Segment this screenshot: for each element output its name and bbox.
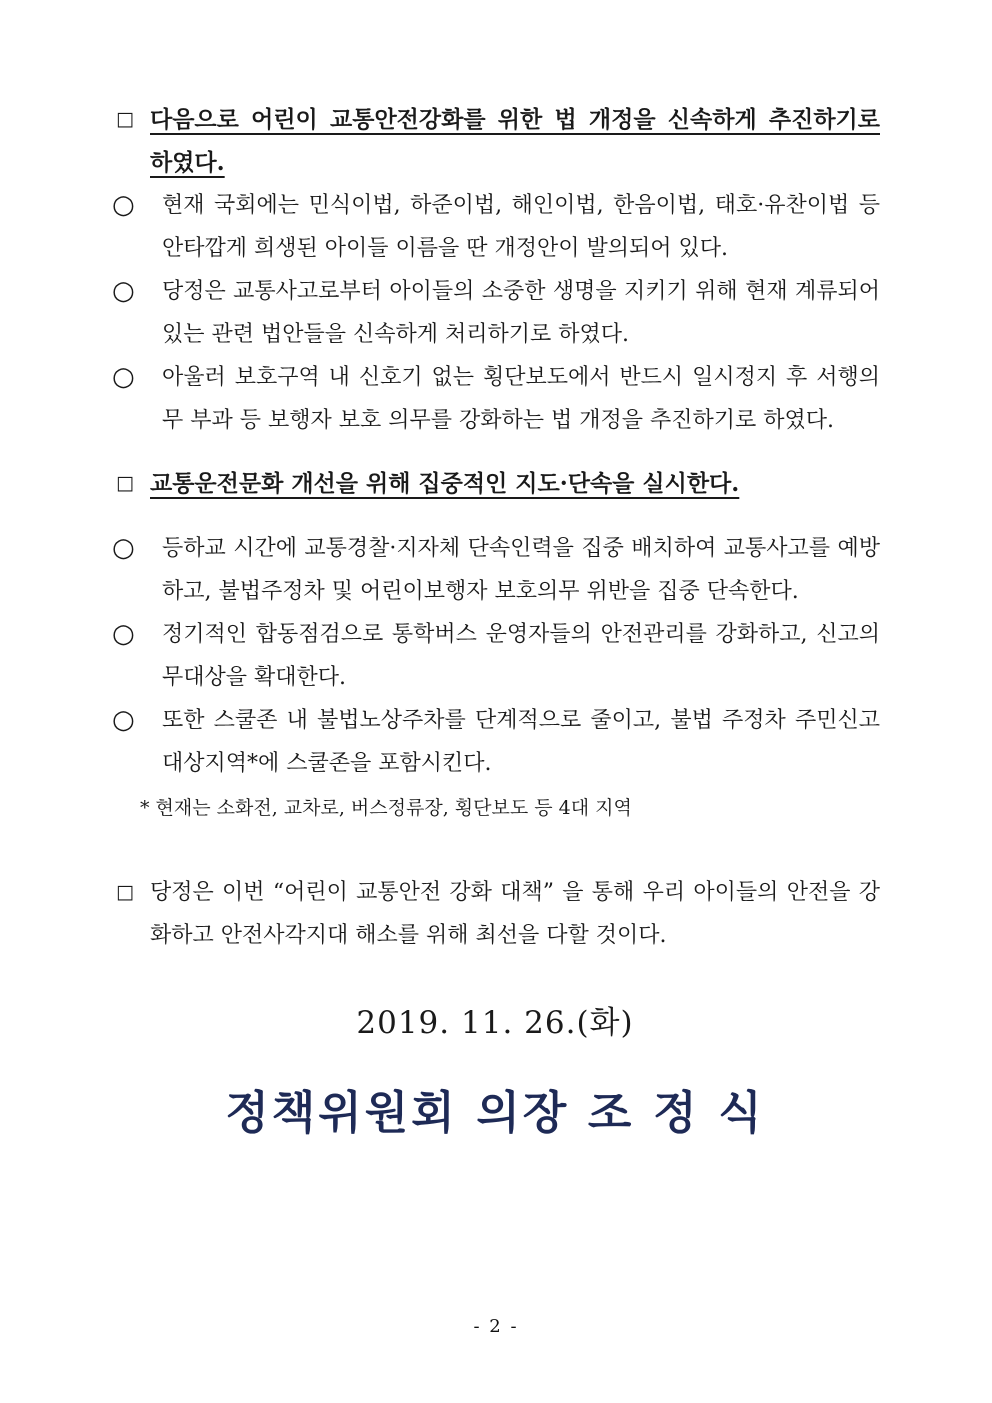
paragraph-text: 현재 국회에는 민식이법, 하준이법, 해인이법, 한음이법, 태호·유찬이법 등 안타깝게 희생된 아이들 이름을 딴 개정안이 발의되어 있다. [162,193,880,261]
paragraph-text: 정기적인 합동점검으로 통학버스 운영자들의 안전관리를 강화하고, 신고의무대상을 확대한다. [162,622,880,690]
section-closing [110,871,880,957]
square-bullet-icon: □ [116,108,134,130]
paragraph-text: 또한 스쿨존 내 불법노상주차를 단계적으로 줄이고, 불법 주정차 주민신고 대상지역*에 스쿨존을 포함시킨다. [162,708,880,776]
circle-bullet-icon: ○ [112,362,135,392]
section-heading-row [110,98,880,184]
footnote-text: * 현재는 소화전, 교차로, 버스정류장, 횡단보도 등 4대 지역 [140,797,632,819]
paragraph-row [110,699,880,785]
section-law-amendment [110,98,880,442]
square-bullet-icon: □ [116,472,134,494]
paragraph-row [110,270,880,356]
paragraph-text: 아울러 보호구역 내 신호기 없는 횡단보도에서 반드시 일시정지 후 서행의무 부과 등 보행자 보호 의무를 강화하는 법 개정을 추진하기로 하였다. [162,365,880,433]
paragraph-text: 등하교 시간에 교통경찰·지자체 단속인력을 집중 배치하여 교통사고를 예방하고, 불법주정차 및 어린이보행자 보호의무 위반을 집중 단속한다. [162,536,880,604]
circle-bullet-icon: ○ [112,190,135,220]
section-heading-row [110,462,880,505]
paragraph-row [110,613,880,699]
circle-bullet-icon: ○ [112,533,135,563]
circle-bullet-icon: ○ [112,276,135,306]
signature-line: 정책위원회 의장 조 정 식 [225,1086,765,1139]
page-number: - 2 - [473,1316,519,1337]
paragraph-row [110,527,880,613]
section-heading-text: 교통운전문화 개선을 위해 집중적인 지도·단속을 실시한다. [150,470,740,497]
circle-bullet-icon: ○ [112,705,135,735]
section-enforcement [110,462,880,825]
paragraph-row [110,356,880,442]
date-line: 2019. 11. 26.(화) [356,1005,634,1041]
square-bullet-icon: □ [116,881,134,903]
paragraph-row [110,184,880,270]
closing-text: 당정은 이번 “어린이 교통안전 강화 대책” 을 통해 우리 아이들의 안전을 강화하고 안전사각지대 해소를 위해 최선을 다할 것이다. [150,880,880,948]
closing-row [110,871,880,957]
paragraph-text: 당정은 교통사고로부터 아이들의 소중한 생명을 지키기 위해 현재 계류되어 있는 관련 법안들을 신속하게 처리하기로 하였다. [162,279,880,347]
circle-bullet-icon: ○ [112,619,135,649]
section-heading-text: 다음으로 어린이 교통안전강화를 위한 법 개정을 신속하게 추진하기로 하였다. [150,106,880,176]
